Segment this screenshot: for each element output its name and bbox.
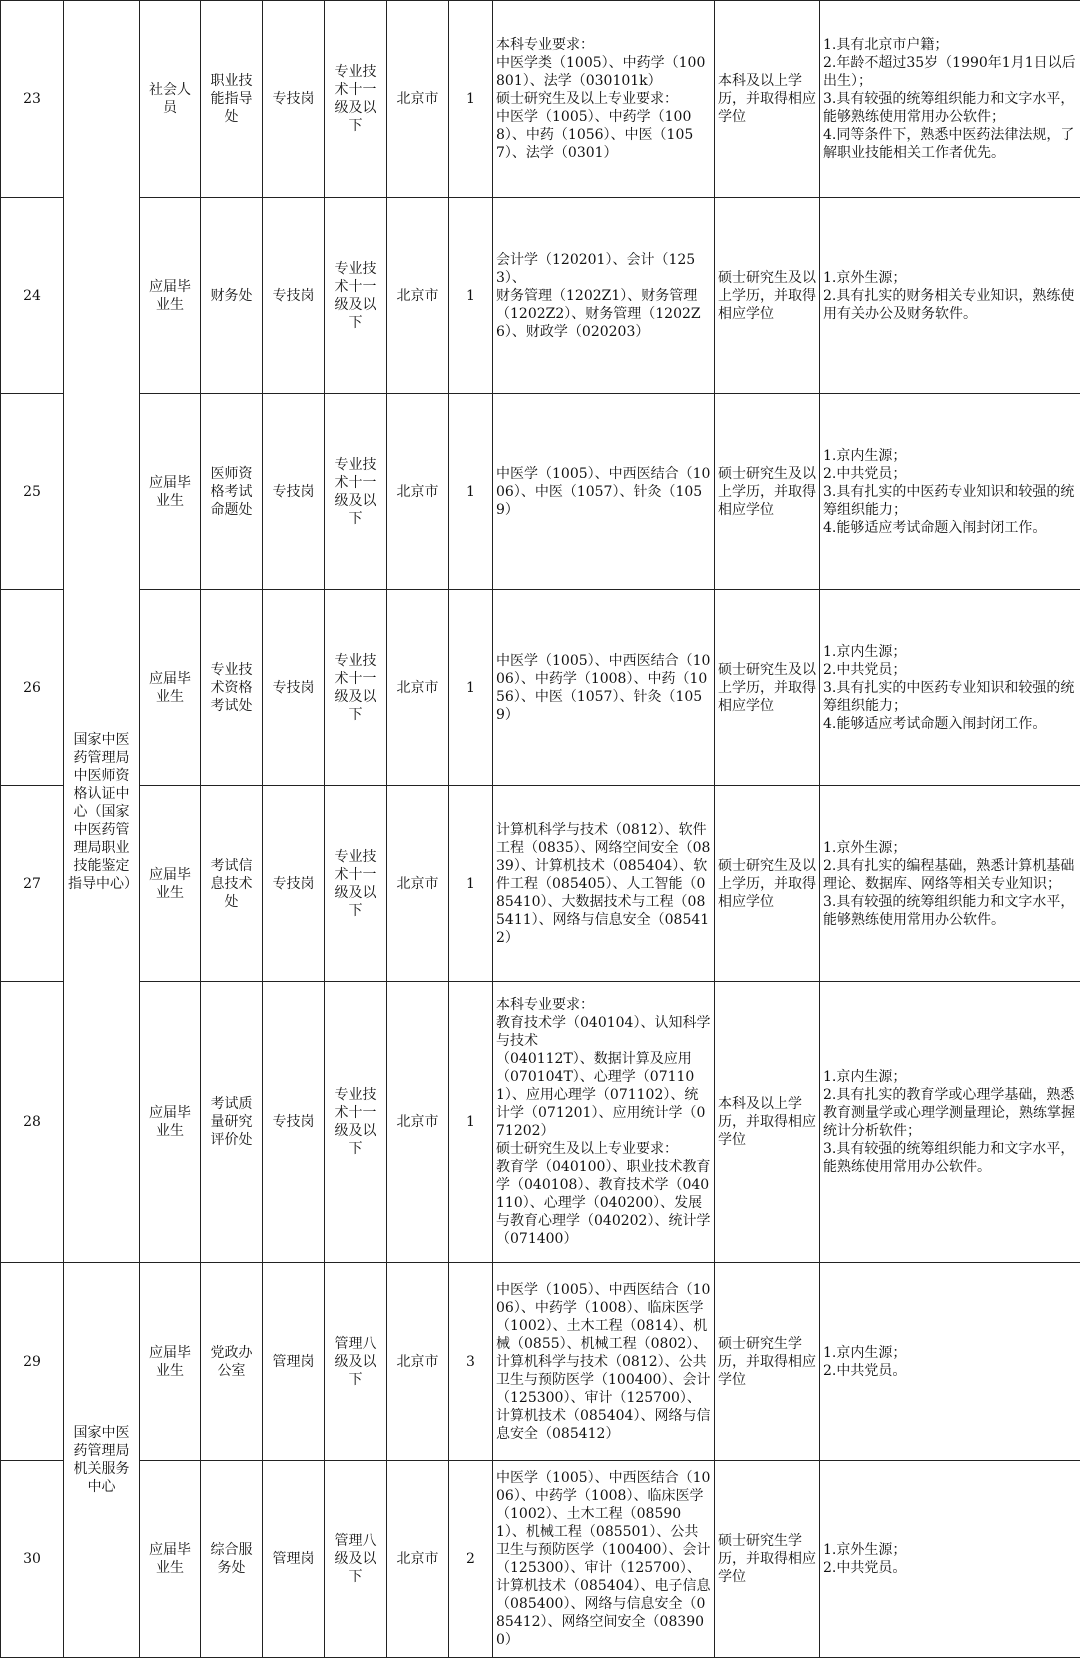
education-requirement: 硕士研究生及以上学历，并取得相应学位 <box>715 590 820 786</box>
candidate-source: 应届毕业生 <box>140 1263 201 1461</box>
hiring-count: 1 <box>449 786 493 982</box>
major-line: 中医学（1005）、中西医结合（1006）、中药学（1008）、中药（1056）、中医（1057）、针灸（1059） <box>496 652 711 723</box>
employer-unit: 国家中医药管理局中医师资格认证中心（国家中医药管理局职业技能鉴定指导中心） <box>64 1 140 1263</box>
major-requirements <box>493 590 715 786</box>
candidate-source: 应届毕业生 <box>140 982 201 1263</box>
post-type: 专技岗 <box>263 394 325 590</box>
requirement-line: 1.具有北京市户籍； <box>823 37 949 53</box>
post-level: 管理八级及以下 <box>325 1461 387 1658</box>
education-requirement: 硕士研究生及以上学历，并取得相应学位 <box>715 786 820 982</box>
post-type: 专技岗 <box>263 1 325 198</box>
major-line: 本科专业要求： <box>496 37 594 53</box>
major-line: 财务管理（1202Z1）、财务管理（1202Z2）、财务管理（1202Z6）、财政学（020203） <box>496 287 701 340</box>
post-type: 专技岗 <box>263 198 325 394</box>
other-requirements <box>820 786 1080 982</box>
requirement-line: 1.京内生源； <box>823 447 907 464</box>
row-number: 26 <box>1 590 64 786</box>
education-requirement: 硕士研究生学历，并取得相应学位 <box>715 1461 820 1658</box>
employer-unit: 国家中医药管理局机关服务中心 <box>64 1263 140 1658</box>
requirement-line: 2.中共党员。 <box>823 1362 907 1379</box>
requirement-line: 3.具有较强的统筹组织能力和文字水平，能够熟练使用常用办公软件。 <box>823 893 1075 928</box>
major-requirements <box>493 1263 715 1461</box>
department: 考试质量研究评价处 <box>201 982 263 1263</box>
row-number: 23 <box>1 1 64 198</box>
major-line: 本科专业要求： <box>496 997 594 1013</box>
other-requirements <box>820 394 1080 590</box>
requirement-line: 4.能够适应考试命题入闱封闭工作。 <box>823 715 1047 732</box>
other-requirements <box>820 982 1080 1263</box>
major-line: （040112T）、数据计算及应用（070104T）、心理学（071101）、应用心理学（071102）、统计学（071201）、应用统计学（071202） <box>496 1051 706 1139</box>
requirement-line: 1.京内生源； <box>823 1069 907 1085</box>
major-line: 硕士研究生及以上专业要求： <box>496 1141 678 1157</box>
education-requirement: 硕士研究生及以上学历，并取得相应学位 <box>715 198 820 394</box>
other-requirements <box>820 1263 1080 1461</box>
major-line: 计算机科学与技术（0812）、软件工程（0835）、网络空间安全（0839）、计算机技术（085404）、软件工程（085405）、人工智能（085410）、大数据技术与工程（085411）、网络与信息安全（085412） <box>496 821 711 946</box>
candidate-source: 应届毕业生 <box>140 1461 201 1658</box>
post-type: 专技岗 <box>263 982 325 1263</box>
major-requirements <box>493 1461 715 1658</box>
education-requirement: 本科及以上学历，并取得相应学位 <box>715 1 820 198</box>
work-location: 北京市 <box>387 1263 449 1461</box>
requirement-line: 1.京外生源； <box>823 1542 907 1558</box>
candidate-source: 应届毕业生 <box>140 198 201 394</box>
department: 专业技术资格考试处 <box>201 590 263 786</box>
candidate-source: 应届毕业生 <box>140 590 201 786</box>
major-line: 中医学类（1005）、中药学（100801）、法学（030101k） <box>496 55 706 89</box>
requirement-line: 2.中共党员； <box>823 465 907 482</box>
major-line: 中医学（1005）、中西医结合（1006）、中医（1057）、针灸（1059） <box>496 465 711 518</box>
candidate-source: 社会人员 <box>140 1 201 198</box>
hiring-count: 1 <box>449 1 493 198</box>
department: 职业技能指导处 <box>201 1 263 198</box>
other-requirements <box>820 198 1080 394</box>
post-type: 专技岗 <box>263 590 325 786</box>
other-requirements <box>820 1 1080 198</box>
hiring-count: 3 <box>449 1263 493 1461</box>
table-row <box>1 982 1080 1263</box>
table-row <box>1 394 1080 590</box>
hiring-count: 1 <box>449 982 493 1263</box>
row-number: 27 <box>1 786 64 982</box>
post-level: 专业技术十一级及以下 <box>325 786 387 982</box>
major-line: 中医学（1005）、中西医结合（1006）、中药学（1008）、临床医学（1002）、土木工程（085901）、机械工程（085501）、公共卫生与预防医学（100400）、会计（125300）、审计（125700）、计算机技术（085404）、电子信息（085400）、网络与信息安全（085412）、网络空间安全（083900） <box>496 1470 711 1648</box>
post-level: 专业技术十一级及以下 <box>325 1 387 198</box>
major-requirements <box>493 394 715 590</box>
requirement-line: 2.中共党员； <box>823 661 907 678</box>
candidate-source: 应届毕业生 <box>140 786 201 982</box>
department: 综合服务处 <box>201 1461 263 1658</box>
major-line: 教育技术学（040104）、认知科学与技术 <box>496 1015 711 1049</box>
major-line: 教育学（040100）、职业技术教育学（040108）、教育技术学（040110）、心理学（040200）、发展与教育心理学（040202）、统计学（071400） <box>496 1159 711 1247</box>
other-requirements <box>820 590 1080 786</box>
hiring-count: 1 <box>449 590 493 786</box>
post-level: 专业技术十一级及以下 <box>325 982 387 1263</box>
row-number: 28 <box>1 982 64 1263</box>
requirement-line: 3.具有扎实的中医药专业知识和较强的统筹组织能力； <box>823 679 1075 714</box>
post-level: 专业技术十一级及以下 <box>325 198 387 394</box>
major-requirements <box>493 1 715 198</box>
major-line: 会计学（120201）、会计（1253）、 <box>496 251 696 286</box>
education-requirement: 本科及以上学历，并取得相应学位 <box>715 982 820 1263</box>
post-level: 管理八级及以下 <box>325 1263 387 1461</box>
row-number: 29 <box>1 1263 64 1461</box>
work-location: 北京市 <box>387 982 449 1263</box>
major-requirements <box>493 982 715 1263</box>
post-level: 专业技术十一级及以下 <box>325 590 387 786</box>
work-location: 北京市 <box>387 590 449 786</box>
row-number: 24 <box>1 198 64 394</box>
department: 财务处 <box>201 198 263 394</box>
requirement-line: 1.京外生源； <box>823 839 907 856</box>
post-level: 专业技术十一级及以下 <box>325 394 387 590</box>
table-row <box>1 786 1080 982</box>
requirement-line: 3.具有较强的统筹组织能力和文字水平，能熟练使用常用办公软件。 <box>823 1141 1075 1175</box>
table-row <box>1 590 1080 786</box>
requirement-line: 2.具有扎实的财务相关专业知识，熟练使用有关办公及财务软件。 <box>823 287 1075 322</box>
major-line: 中医学（1005）、中西医结合（1006）、中药学（1008）、临床医学（1002）、土木工程（0814）、机械（0855）、机械工程（0802）、计算机科学与技术（0812）、公共卫生与预防医学（100400）、会计（125300）、审计（125700）、计算机技术（085404）、网络与信息安全（085412） <box>496 1281 711 1442</box>
education-requirement: 硕士研究生及以上学历，并取得相应学位 <box>715 394 820 590</box>
hiring-count: 2 <box>449 1461 493 1658</box>
hiring-count: 1 <box>449 198 493 394</box>
department: 党政办公室 <box>201 1263 263 1461</box>
requirement-line: 1.京内生源； <box>823 643 907 660</box>
major-requirements <box>493 786 715 982</box>
requirement-line: 2.具有扎实的教育学或心理学基础，熟悉教育测量学或心理学测量理论，熟练掌握统计分析软件； <box>823 1087 1075 1139</box>
post-type: 管理岗 <box>263 1263 325 1461</box>
table-row <box>1 1263 1080 1461</box>
row-number: 25 <box>1 394 64 590</box>
candidate-source: 应届毕业生 <box>140 394 201 590</box>
requirement-line: 2.年龄不超过35岁（1990年1月1日以后出生）； <box>823 55 1076 89</box>
work-location: 北京市 <box>387 1 449 198</box>
requirement-line: 4.同等条件下，熟悉中医药法律法规，了解职业技能相关工作者优先。 <box>823 127 1075 161</box>
post-type: 专技岗 <box>263 786 325 982</box>
row-number: 30 <box>1 1461 64 1658</box>
other-requirements <box>820 1461 1080 1658</box>
requirement-line: 1.京外生源； <box>823 269 907 286</box>
requirement-line: 1.京内生源； <box>823 1344 907 1361</box>
requirement-line: 3.具有扎实的中医药专业知识和较强的统筹组织能力； <box>823 483 1075 518</box>
requirement-line: 2.具有扎实的编程基础，熟悉计算机基础理论、数据库、网络等相关专业知识； <box>823 857 1075 892</box>
work-location: 北京市 <box>387 786 449 982</box>
department: 医师资格考试命题处 <box>201 394 263 590</box>
table-row <box>1 198 1080 394</box>
major-line: 硕士研究生及以上专业要求： <box>496 91 678 107</box>
requirement-line: 4.能够适应考试命题入闱封闭工作。 <box>823 519 1047 536</box>
work-location: 北京市 <box>387 394 449 590</box>
work-location: 北京市 <box>387 198 449 394</box>
table-row <box>1 1 1080 198</box>
requirement-line: 2.中共党员。 <box>823 1560 907 1576</box>
major-line: 中医学（1005）、中药学（1008）、中药（1056）、中医（1057）、法学（0301） <box>496 109 694 161</box>
post-type: 管理岗 <box>263 1461 325 1658</box>
table-row <box>1 1461 1080 1658</box>
education-requirement: 硕士研究生学历，并取得相应学位 <box>715 1263 820 1461</box>
major-requirements <box>493 198 715 394</box>
work-location: 北京市 <box>387 1461 449 1658</box>
department: 考试信息技术处 <box>201 786 263 982</box>
hiring-count: 1 <box>449 394 493 590</box>
requirement-line: 3.具有较强的统筹组织能力和文字水平，能够熟练使用常用办公软件； <box>823 91 1075 125</box>
